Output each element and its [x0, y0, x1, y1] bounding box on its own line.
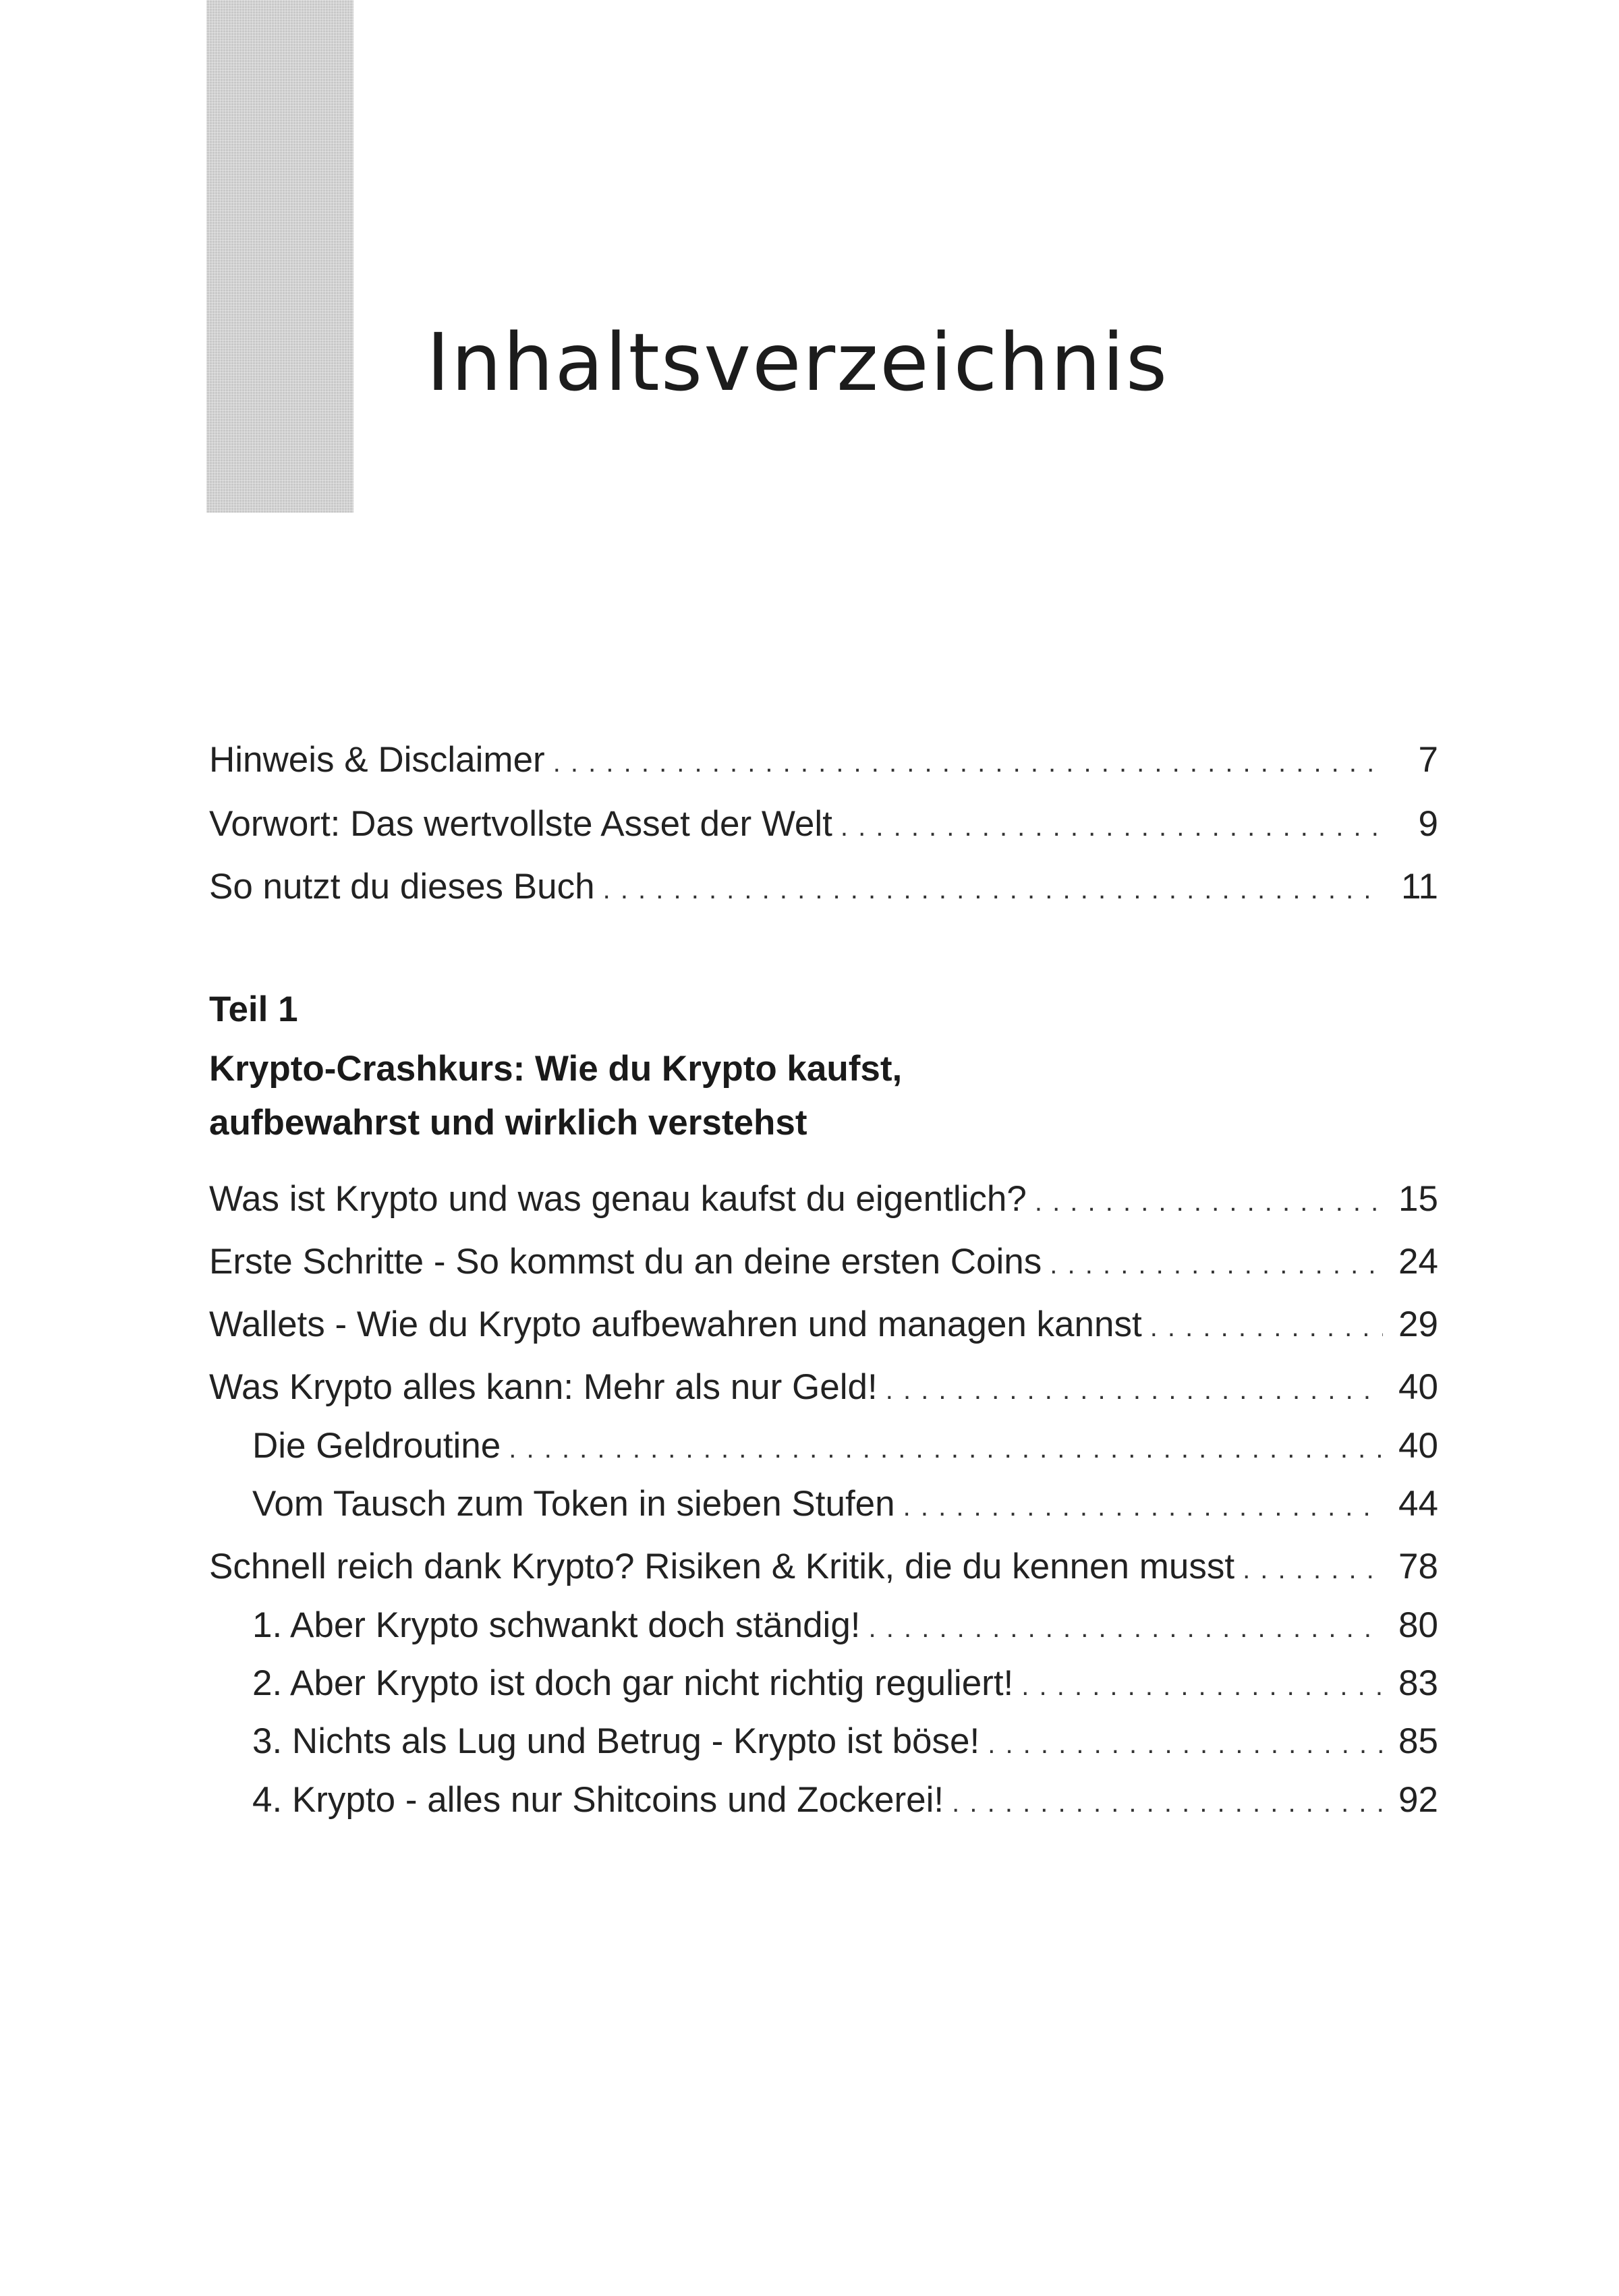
toc-entry-label: 2. Aber Krypto ist doch gar nicht richtig reguliert!: [252, 1663, 1014, 1703]
toc-page-number: 40: [1398, 1367, 1438, 1407]
toc-page-number: 85: [1398, 1721, 1438, 1761]
toc-subentry[interactable]: [209, 1665, 1438, 1701]
toc-subentry[interactable]: [209, 1428, 1438, 1464]
dot-leader: [553, 749, 1383, 776]
dot-leader: [903, 1493, 1383, 1520]
toc-entry-label: Vom Tausch zum Token in sieben Stufen: [252, 1484, 895, 1524]
part-heading: Teil 1: [209, 989, 298, 1029]
toc-entry[interactable]: [209, 1369, 1438, 1405]
page-title: Inhaltsverzeichnis: [426, 316, 1169, 409]
toc-entry-disclaimer[interactable]: [209, 742, 1438, 778]
toc-entry-label: Hinweis & Disclaimer: [209, 740, 545, 780]
toc-entry-label: 1. Aber Krypto schwankt doch ständig!: [252, 1605, 861, 1645]
dot-leader: [1050, 1251, 1383, 1278]
dot-leader: [841, 813, 1383, 840]
toc-entry[interactable]: [209, 1181, 1438, 1217]
toc-entry-so-nutzt[interactable]: [209, 869, 1438, 905]
part-title-line: Krypto-Crashkurs: Wie du Krypto kaufst,: [209, 1049, 903, 1089]
toc-entry-label: Die Geldroutine: [252, 1426, 501, 1466]
dot-leader: [1035, 1188, 1383, 1215]
toc-page-number: 40: [1398, 1426, 1438, 1466]
toc-page-number: 15: [1398, 1179, 1438, 1219]
toc-page-number: 83: [1398, 1663, 1438, 1703]
toc-entry-label: Was Krypto alles kann: Mehr als nur Geld!: [209, 1367, 878, 1407]
toc-entry-label: Schnell reich dank Krypto? Risiken & Kritik, die du kennen musst: [209, 1547, 1235, 1586]
toc-page-number: 9: [1418, 804, 1438, 844]
toc-entry-vorwort[interactable]: [209, 806, 1438, 842]
dot-leader: [952, 1789, 1383, 1816]
toc-entry[interactable]: [209, 1304, 1438, 1344]
toc-subentry[interactable]: [209, 1486, 1438, 1522]
toc-entry-label: 3. Nichts als Lug und Betrug - Krypto ist böse!: [252, 1721, 980, 1761]
toc-page-number: 11: [1400, 867, 1438, 907]
toc-entry[interactable]: [209, 1244, 1438, 1280]
part-title: [209, 1042, 1438, 1150]
toc-entry-label: Wallets - Wie du Krypto aufbewahren und managen kannst: [209, 1304, 1142, 1344]
toc-entry[interactable]: [209, 1549, 1438, 1584]
toc-subentry[interactable]: [209, 1782, 1438, 1818]
toc-entry-label: Was ist Krypto und was genau kaufst du eigentlich?: [209, 1179, 1027, 1219]
toc-page-number: 92: [1398, 1780, 1438, 1820]
toc-page-number: 29: [1398, 1304, 1438, 1344]
toc-subentry[interactable]: [209, 1607, 1438, 1643]
toc-subentry[interactable]: [209, 1723, 1438, 1759]
toc-entry-label: 4. Krypto - alles nur Shitcoins und Zockerei!: [252, 1780, 944, 1820]
dot-leader: [988, 1731, 1383, 1758]
toc-page-number: 7: [1418, 740, 1438, 780]
toc-entry-label: Vorwort: Das wertvollste Asset der Welt: [209, 804, 832, 844]
dot-leader: [1243, 1556, 1383, 1583]
decorative-bar: [206, 0, 353, 513]
toc-entry-label: So nutzt du dieses Buch: [209, 867, 595, 907]
toc-page-number: 78: [1398, 1547, 1438, 1586]
dot-leader: [509, 1435, 1383, 1462]
toc-page-number: 80: [1398, 1605, 1438, 1645]
dot-leader: [869, 1615, 1383, 1642]
toc-entry-label: Erste Schritte - So kommst du an deine ersten Coins: [209, 1242, 1042, 1282]
toc-page-number: 24: [1398, 1242, 1438, 1282]
dot-leader: [603, 876, 1383, 903]
dot-leader: [1021, 1673, 1383, 1700]
toc-page-number: 44: [1398, 1484, 1438, 1524]
part-title-line: aufbewahrst und wirklich verstehst: [209, 1103, 807, 1143]
dot-leader: [886, 1377, 1383, 1404]
dot-leader: [1150, 1314, 1383, 1341]
